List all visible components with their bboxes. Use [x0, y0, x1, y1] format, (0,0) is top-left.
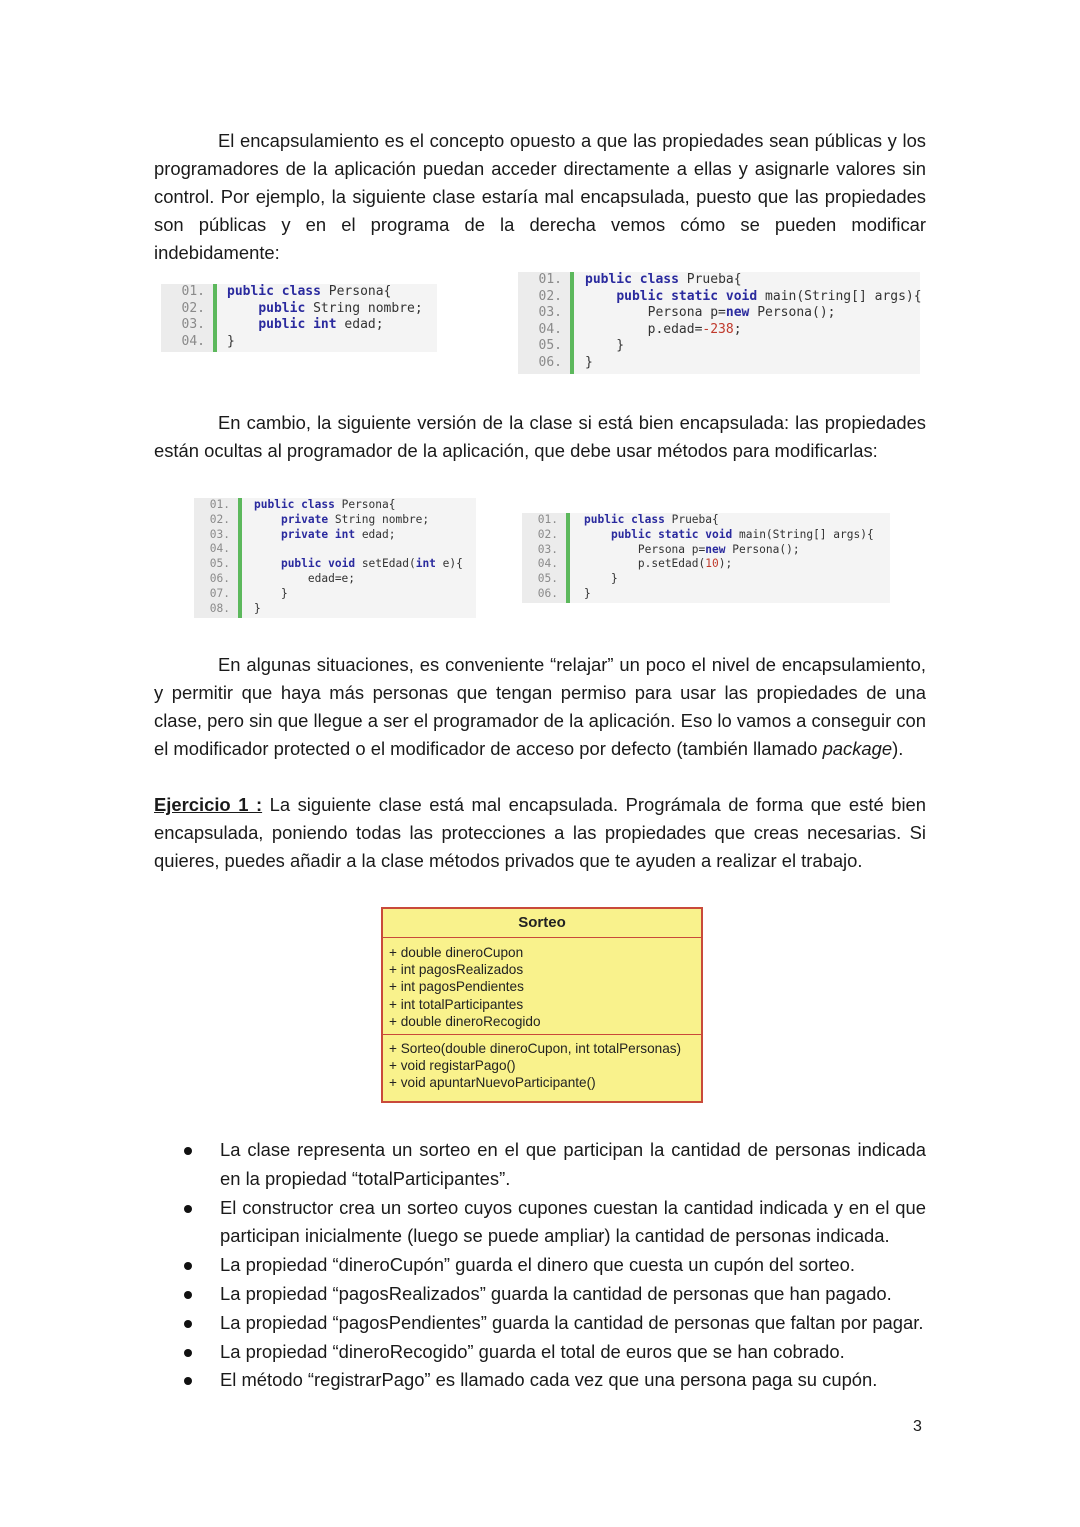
- line-number: 04.: [538, 321, 562, 337]
- code-block-persona-public: [161, 284, 437, 352]
- code-line: }: [254, 586, 288, 600]
- code-line: private String nombre;: [280, 512, 430, 526]
- line-number: 02.: [209, 512, 230, 526]
- code-line: }: [254, 601, 261, 615]
- line-number: 04.: [181, 333, 205, 349]
- paragraph-text: El encapsulamiento es el concepto opuesto a que las propiedades sean públicas y los programadores de la aplicación puedan acceder directamente a ellas y asignarle valores sin control. Por ejemplo, la siguiente clase estaría mal encapsulada, puesto que las propiedades son públicas y en el programa de la derecha vemos cómo se pueden modificar indebidamente:: [154, 130, 926, 263]
- bullet-icon: [184, 1262, 192, 1270]
- paragraph-good-encapsulation: [154, 409, 926, 465]
- code-body: [585, 272, 922, 371]
- list-item: [154, 1194, 926, 1252]
- list-item: [154, 1309, 926, 1338]
- code-line: public void setEdad(int e){: [280, 557, 463, 571]
- list-item-text: La propiedad “pagosPendientes” guarda la cantidad de personas que faltan por pagar.: [220, 1311, 924, 1333]
- uml-methods: [383, 1035, 701, 1097]
- code-line: edad=e;: [254, 571, 356, 585]
- bullet-icon: [184, 1291, 192, 1299]
- bullet-icon: [184, 1320, 192, 1328]
- list-item-text: La propiedad “pagosRealizados” guarda la cantidad de personas que han pagado.: [220, 1282, 892, 1304]
- page-number: 3: [913, 1418, 922, 1435]
- code-body: [227, 284, 423, 350]
- code-line: Persona p=new Persona();: [584, 542, 800, 556]
- code-line: }: [227, 333, 235, 349]
- exercise-label: Ejercicio 1 :: [154, 794, 263, 815]
- uml-method: + void apuntarNuevoParticipante(): [389, 1075, 596, 1091]
- bullet-icon: [184, 1377, 192, 1385]
- line-number: 01.: [537, 513, 558, 526]
- code-line: public String nombre;: [258, 300, 423, 316]
- line-number: 04.: [537, 557, 558, 571]
- bullet-icon: [184, 1349, 192, 1357]
- code-line: }: [584, 572, 618, 586]
- code-line: p.setEdad(10);: [584, 557, 733, 571]
- uml-attributes: [383, 938, 701, 1035]
- requirements-list: [154, 1136, 926, 1395]
- paragraph-text: En cambio, la siguiente versión de la clase si está bien encapsulada: las propiedades están ocultas al programador de la aplicación, que debe usar métodos para modificarlas:: [154, 412, 926, 461]
- list-item-text: La propiedad “dineroCupón” guarda el dinero que cuesta un cupón del sorteo.: [220, 1254, 855, 1276]
- list-item-text: El constructor crea un sorteo cuyos cupones cuestan la cantidad indicada y en el que participan inicialmente (luego se puede ampliar) la cantidad de personas indicada.: [220, 1196, 926, 1247]
- code-line: }: [584, 586, 591, 600]
- exercise-1: [154, 791, 926, 875]
- line-number: 07.: [209, 586, 230, 600]
- paragraph-encapsulation-intro: [154, 127, 926, 267]
- code-line-numbers: [161, 284, 217, 352]
- uml-class-diagram: [381, 907, 703, 1103]
- code-line-numbers: [522, 513, 570, 603]
- italic-term: package: [822, 738, 893, 759]
- line-number: 02.: [181, 300, 205, 316]
- code-line: Persona p=new Persona();: [585, 305, 836, 320]
- line-number: 02.: [538, 288, 562, 304]
- list-item: [154, 1366, 926, 1395]
- uml-attribute: + int pagosRealizados: [389, 962, 524, 978]
- list-item: [154, 1136, 926, 1194]
- line-number: 06.: [209, 571, 230, 585]
- line-number: 03.: [537, 542, 558, 556]
- paragraph-text-end: ).: [892, 738, 904, 759]
- code-line: public class Persona{: [227, 284, 392, 299]
- code-line: public static void main(String[] args){: [616, 288, 922, 304]
- code-line-numbers: [194, 498, 242, 618]
- code-line-numbers: [518, 272, 574, 374]
- code-line: public class Persona{: [254, 498, 396, 511]
- code-line: private int edad;: [280, 527, 396, 541]
- code-body: [254, 498, 463, 616]
- uml-attribute: + int pagosPendientes: [389, 979, 524, 995]
- line-number: 03.: [181, 317, 205, 332]
- exercise-text: La siguiente clase está mal encapsulada. Prográmala de forma que esté bien encapsulada, poniendo todas las protecciones a las propiedades que creas necesarias. Si quieres, puedes añadir a la clase métodos privados que te ayuden a realizar el trabajo.: [154, 794, 926, 871]
- line-number: 08.: [209, 601, 230, 615]
- list-item-text: La clase representa un sorteo en el que participan la cantidad de personas indicada en la propiedad “totalParticipantes”.: [220, 1139, 926, 1189]
- line-number: 04.: [209, 542, 230, 556]
- line-number: 01.: [538, 272, 562, 287]
- code-block-prueba-public: [518, 272, 920, 374]
- code-block-prueba-setter: [522, 513, 890, 603]
- code-line: public int edad;: [258, 317, 384, 332]
- list-item-text: La propiedad “dineroRecogido” guarda el total de euros que se han cobrado.: [220, 1340, 845, 1362]
- code-line: public class Prueba{: [584, 513, 719, 526]
- uml-class-name: Sorteo: [383, 909, 701, 938]
- paragraph-relax-encapsulation: [154, 651, 926, 763]
- list-item-text: El método “registrarPago” es llamado cada vez que una persona paga su cupón.: [220, 1369, 878, 1391]
- uml-attribute: + int totalParticipantes: [389, 996, 524, 1012]
- line-number: 02.: [537, 527, 558, 541]
- line-number: 05.: [537, 572, 558, 586]
- code-body: [584, 513, 874, 602]
- code-line: }: [585, 338, 625, 353]
- code-line: public static void main(String[] args){: [610, 527, 874, 541]
- uml-attribute: + double dineroCupon: [389, 945, 524, 960]
- bullet-icon: [184, 1205, 192, 1213]
- line-number: 01.: [181, 284, 205, 299]
- line-number: 03.: [209, 527, 230, 541]
- line-number: 06.: [538, 354, 562, 370]
- line-number: 01.: [209, 498, 230, 511]
- line-number: 03.: [538, 305, 562, 320]
- code-line: public class Prueba{: [585, 272, 742, 287]
- line-number: 05.: [209, 557, 230, 571]
- line-number: 06.: [537, 586, 558, 600]
- uml-attribute: + double dineroRecogido: [389, 1013, 541, 1029]
- code-line: p.edad=-238;: [585, 321, 742, 337]
- code-line: }: [585, 354, 593, 370]
- code-line: [254, 542, 463, 557]
- uml-method: + Sorteo(double dineroCupon, int totalPersonas): [389, 1041, 682, 1057]
- list-item: [154, 1251, 926, 1280]
- line-number: 05.: [538, 338, 562, 353]
- bullet-icon: [184, 1147, 192, 1155]
- code-block-persona-private: [194, 498, 476, 618]
- uml-method: + void registarPago(): [389, 1058, 516, 1074]
- paragraph-text: En algunas situaciones, es conveniente “relajar” un poco el nivel de encapsulamiento, y permitir que haya más personas que tengan permiso para usar las propiedades de una clase, pero sin que llegue a ser el programador de la aplicación. Eso lo vamos a conseguir con el modificador protected o el modificador de acceso por defecto (también llamado: [154, 654, 926, 759]
- list-item: [154, 1338, 926, 1367]
- list-item: [154, 1280, 926, 1309]
